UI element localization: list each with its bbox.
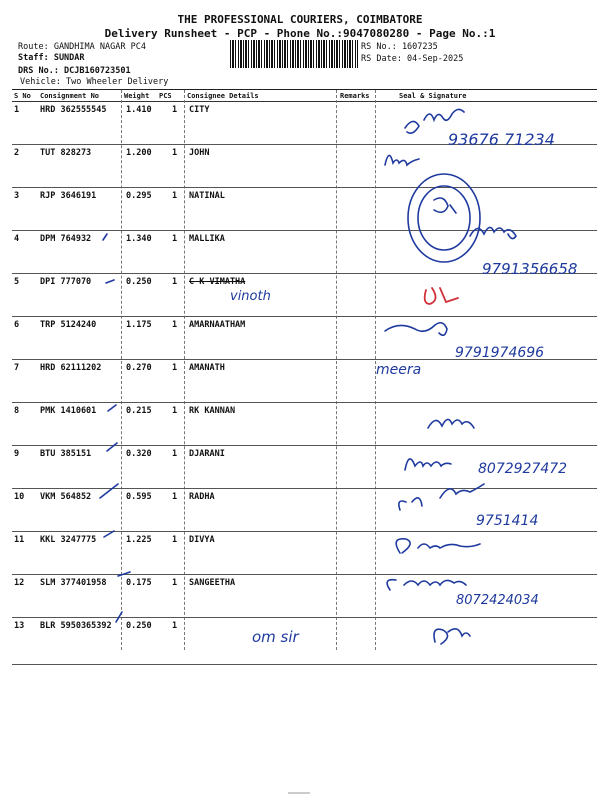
signature-row2 [385, 155, 419, 165]
handwritten-phone-row6: 9791974696 [455, 345, 545, 361]
col-sno: S No [14, 92, 31, 100]
handwritten-phone-row1: 93676 71234 [448, 130, 555, 149]
row-weight: 1.200 [126, 148, 152, 158]
signature-row11 [396, 539, 480, 553]
row-pcs: 1 [172, 449, 178, 459]
row-consignee: SANGEETHA [189, 578, 236, 588]
row-pcs: 1 [172, 363, 178, 373]
row-weight: 0.175 [126, 578, 152, 588]
row-pcs: 1 [172, 191, 178, 201]
row-weight: 0.250 [126, 621, 152, 631]
row-pcs: 1 [172, 621, 178, 631]
tick-row12 [118, 572, 130, 576]
row-consignee: C K VIMATHA [189, 277, 246, 287]
row-consignee: DJARANI [189, 449, 225, 459]
row-consignment: SLM 377401958 [40, 578, 107, 588]
row-weight: 1.410 [126, 105, 152, 115]
row-consignee: AMARNAATHAM [189, 320, 246, 330]
red-mark-row5 [425, 288, 458, 304]
drs-label: DRS No.: DCJB160723501 [18, 66, 131, 76]
row-weight: 0.215 [126, 406, 152, 416]
row-weight: 1.340 [126, 234, 152, 244]
handwritten-name-row7: meera [376, 362, 422, 378]
row-sno: 7 [14, 363, 20, 373]
row-pcs: 1 [172, 492, 178, 502]
route-label: Route: GANDHIMA NAGAR PC4 [18, 42, 146, 52]
row-weight: 0.250 [126, 277, 152, 287]
row-consignee: NATINAL [189, 191, 225, 201]
row-pcs: 1 [172, 105, 178, 115]
row-consignee: JOHN [189, 148, 210, 158]
handwritten-name-row5: vinoth [230, 289, 271, 304]
row-sno: 11 [14, 535, 25, 545]
signature-row6 [385, 323, 447, 336]
row-pcs: 1 [172, 535, 178, 545]
page-title: THE PROFESSIONAL COURIERS, COIMBATORE [177, 13, 423, 26]
row-consignment: DPI 777070 [40, 277, 92, 287]
rs-number: RS No.: 1607235 [361, 42, 438, 52]
tick-row5 [106, 280, 114, 283]
row-consignee: AMANATH [189, 363, 225, 373]
rs-date: RS Date: 04-Sep-2025 [361, 54, 464, 64]
tick-row4 [103, 234, 107, 240]
handwritten-phone-row9: 8072927472 [478, 461, 568, 477]
col-consignment: Consignment No [40, 92, 100, 100]
vehicle-label: Vehicle: Two Wheeler Delivery [20, 77, 169, 87]
row-consignee: RK KANNAN [189, 406, 236, 416]
col-consignee: Consignee Details [187, 92, 259, 100]
row-consignee: RADHA [189, 492, 215, 502]
tick-row10 [100, 484, 118, 498]
handwritten-name-row13: om sir [252, 628, 299, 646]
page-footer-mark [288, 792, 310, 794]
signature-row10 [399, 484, 484, 510]
row-weight: 0.295 [126, 191, 152, 201]
row-pcs: 1 [172, 578, 178, 588]
row-pcs: 1 [172, 234, 178, 244]
row-consignee: MALLIKA [189, 234, 225, 244]
row-consignment: HRD 362555545 [40, 105, 107, 115]
tick-row13 [116, 612, 122, 622]
tick-row11 [104, 531, 114, 537]
col-weight: Weight [124, 92, 150, 100]
row-consignment: HRD 62111202 [40, 363, 102, 373]
handwritten-phone-row12: 8072424034 [456, 593, 539, 608]
row-sno: 13 [14, 621, 25, 631]
row-pcs: 1 [172, 148, 178, 158]
row-sno: 8 [14, 406, 20, 416]
row-consignment: VKM 564852 [40, 492, 92, 502]
signature-row12 [387, 580, 466, 590]
row-sno: 2 [14, 148, 20, 158]
signature-row9 [405, 459, 451, 470]
tick-row9 [107, 443, 117, 451]
row-consignee: CITY [189, 105, 210, 115]
row-pcs: 1 [172, 277, 178, 287]
col-remarks: Remarks [340, 92, 370, 100]
signature-row13 [434, 629, 470, 644]
row-sno: 10 [14, 492, 25, 502]
row-sno: 1 [14, 105, 20, 115]
row-weight: 0.595 [126, 492, 152, 502]
row-sno: 3 [14, 191, 20, 201]
row-pcs: 1 [172, 406, 178, 416]
row-sno: 6 [14, 320, 20, 330]
staff-label: Staff: SUNDAR [18, 53, 85, 63]
signature-row8 [428, 419, 474, 428]
handwritten-phone-row4: 9791356658 [482, 260, 578, 278]
row-consignment: TUT 828273 [40, 148, 92, 158]
row-weight: 1.225 [126, 535, 152, 545]
row-consignment: BTU 385151 [40, 449, 92, 459]
row-consignment: DPM 764932 [40, 234, 92, 244]
col-seal: Seal & Signature [399, 92, 467, 100]
row-weight: 0.320 [126, 449, 152, 459]
row-consignment: RJP 3646191 [40, 191, 97, 201]
stamp-mark [434, 198, 456, 213]
row-consignment: PMK 1410601 [40, 406, 97, 416]
row-sno: 9 [14, 449, 20, 459]
row-consignment: KKL 3247775 [40, 535, 97, 545]
row-consignment: BLR 5950365392 [40, 621, 112, 631]
col-pcs: PCS [159, 92, 172, 100]
row-sno: 4 [14, 234, 20, 244]
tick-row8 [108, 405, 116, 411]
row-consignment: TRP 5124240 [40, 320, 97, 330]
row-sno: 12 [14, 578, 25, 588]
row-pcs: 1 [172, 320, 178, 330]
row-consignee: DIVYA [189, 535, 215, 545]
row-weight: 1.175 [126, 320, 152, 330]
row-weight: 0.270 [126, 363, 152, 373]
handwritten-phone-row10: 9751414 [476, 513, 539, 529]
row-sno: 5 [14, 277, 20, 287]
runsheet-subtitle: Delivery Runsheet - PCP - Phone No.:9047080280 - Page No.:1 [104, 27, 496, 40]
